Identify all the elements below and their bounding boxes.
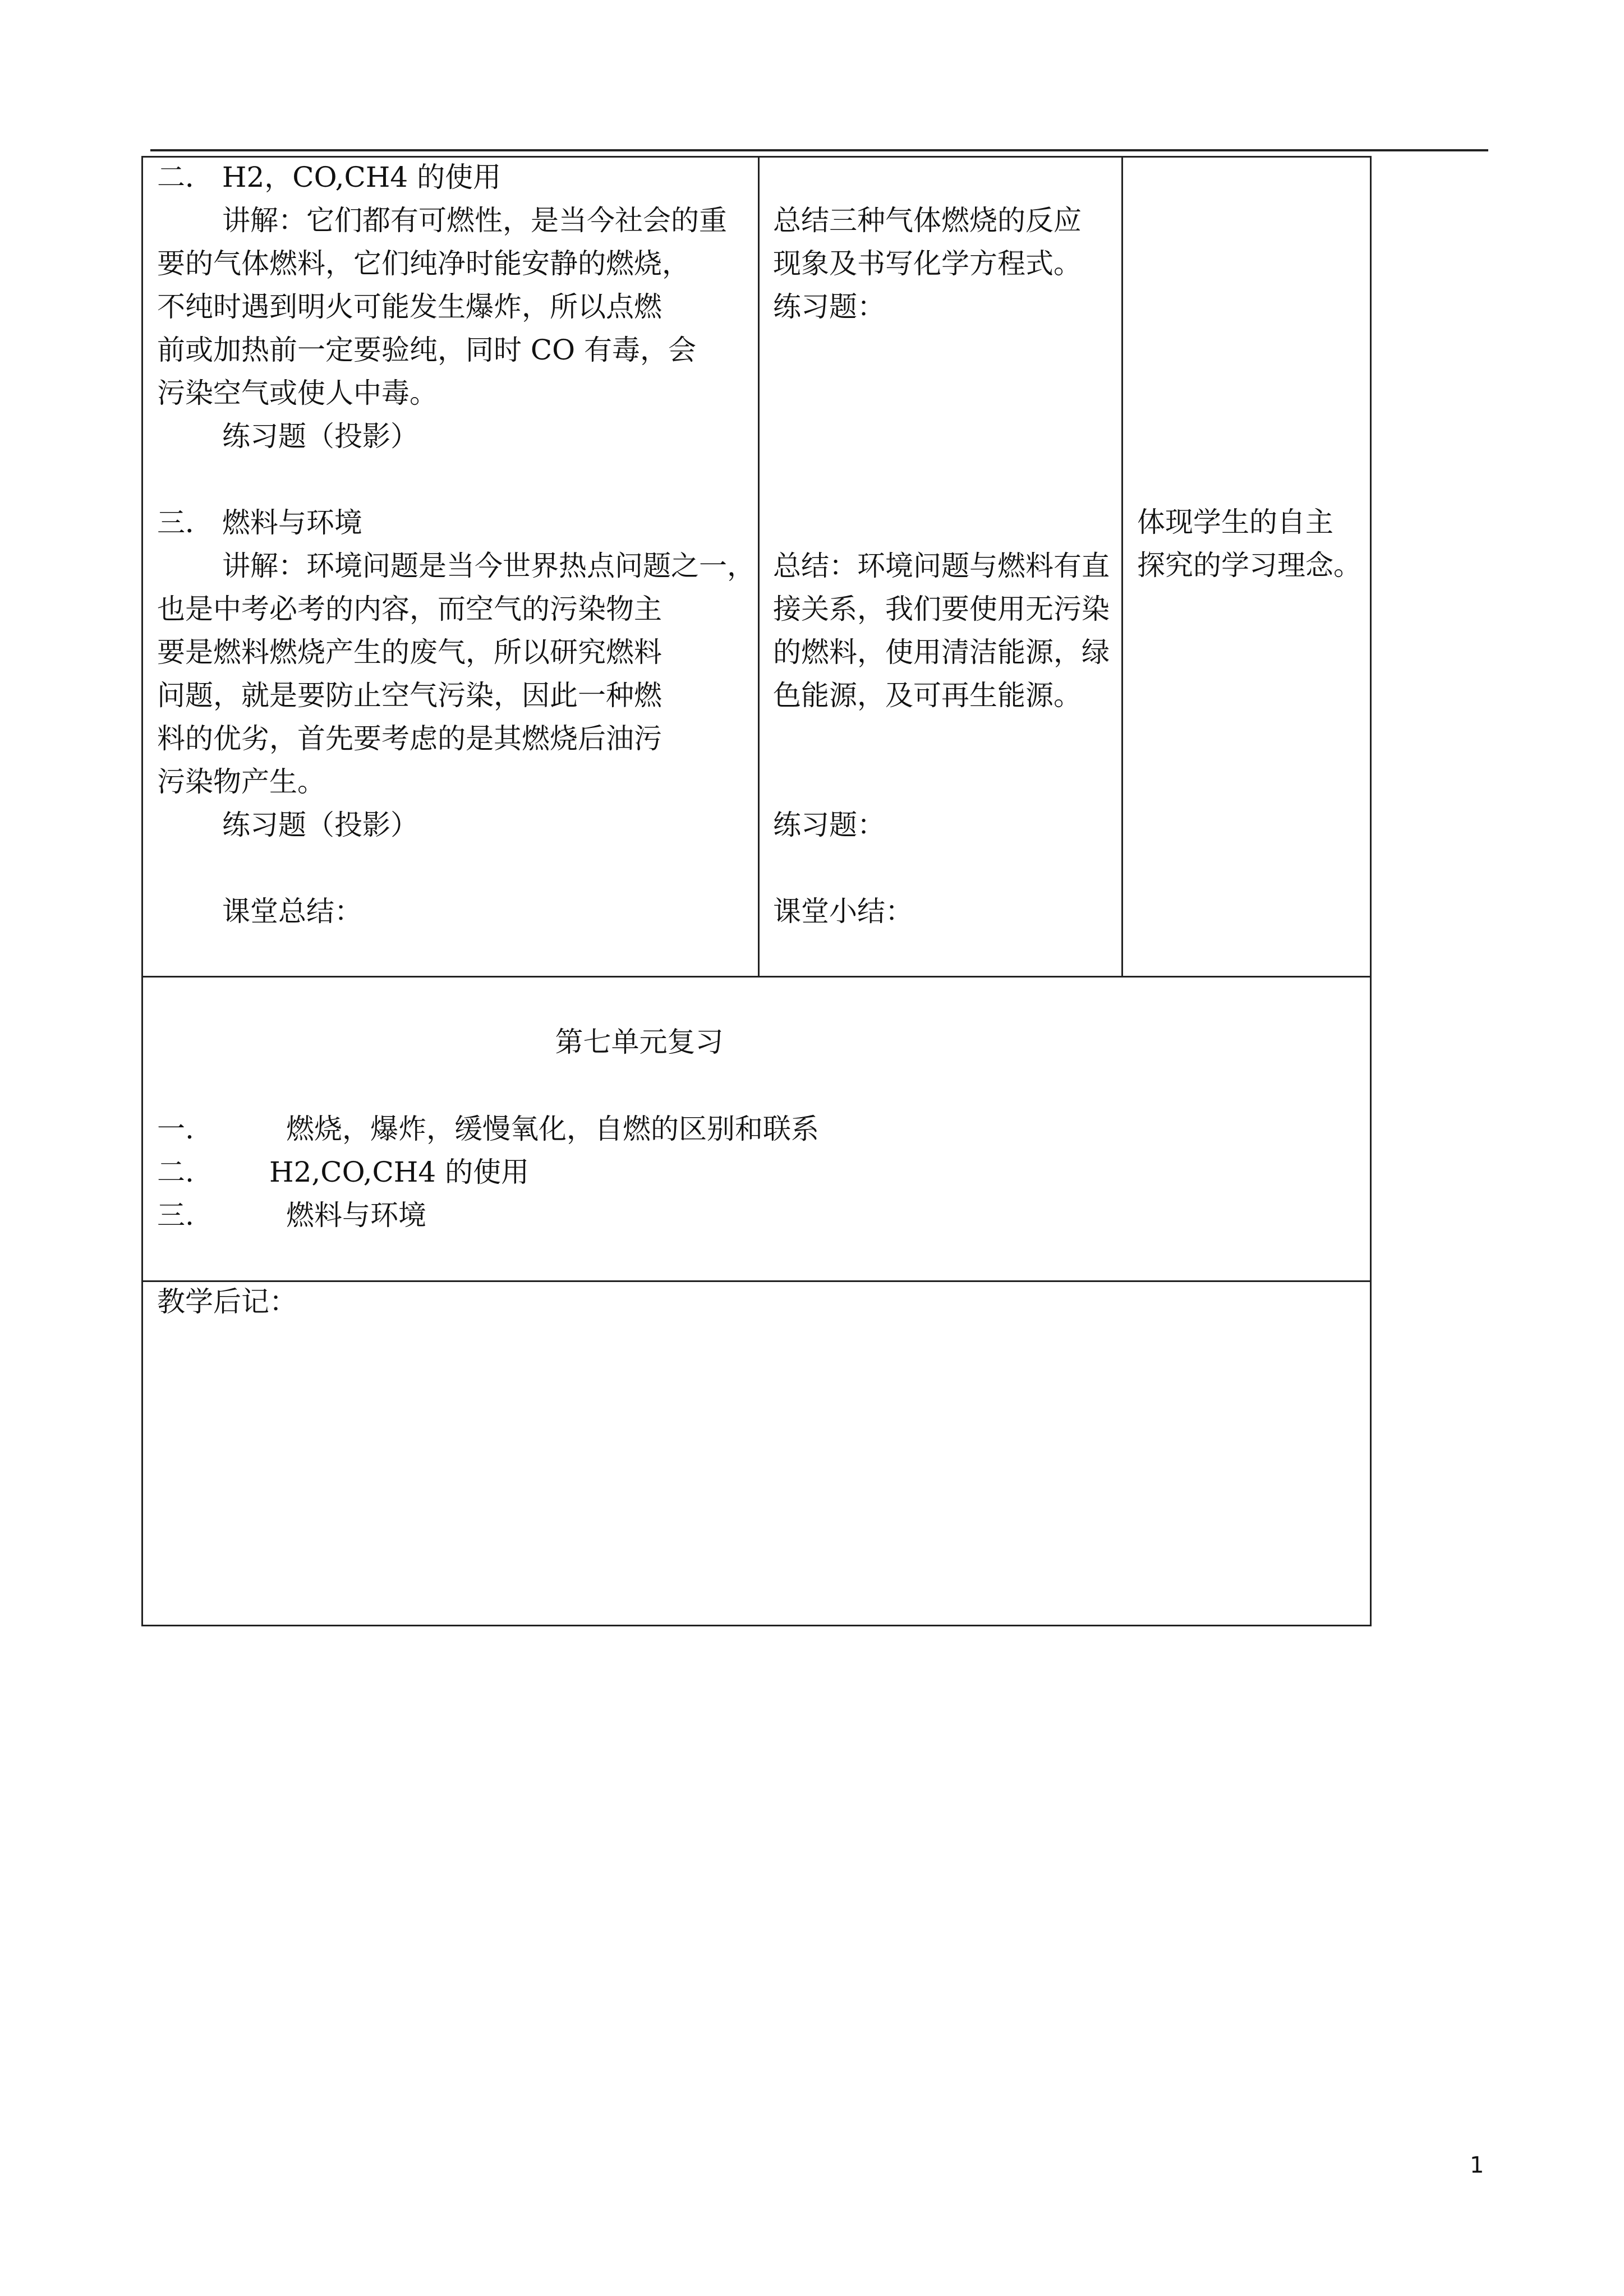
practice-label: 练习题： xyxy=(773,809,885,841)
design-intent-cell xyxy=(1137,501,1361,587)
student-activity-cell-2 xyxy=(773,545,1110,933)
body-line: 讲解：它们都有可燃性，是当今社会的重 xyxy=(222,204,727,237)
body-line: 练习题： xyxy=(773,291,885,323)
list-number: 三. xyxy=(157,1199,194,1232)
list-item xyxy=(157,1108,819,1151)
body-line: 要是燃料燃烧产生的废气，所以研究燃料 xyxy=(157,636,662,668)
body-line: 也是中考必考的内容，而空气的污染物主 xyxy=(157,593,662,625)
table-border-right xyxy=(1370,156,1372,1626)
section-heading: 二． H2，CO,CH4 的使用 xyxy=(157,161,502,193)
body-line: 的燃料，使用清洁能源，绿 xyxy=(773,636,1110,668)
body-line: 接关系，我们要使用无污染 xyxy=(773,593,1110,625)
body-line: 料的优劣，首先要考虑的是其燃烧后油污 xyxy=(157,722,662,755)
table-border-bottom xyxy=(141,1625,1372,1626)
review-list xyxy=(157,1108,819,1237)
list-number: 二. xyxy=(157,1156,194,1188)
body-line: 讲解：环境问题是当今世界热点问题之一， xyxy=(222,550,755,582)
list-number: 一. xyxy=(157,1113,194,1145)
summary-label: 课堂总结： xyxy=(222,895,362,928)
list-text: 燃料与环境 xyxy=(286,1199,426,1232)
body-line: 总结：环境问题与燃料有直 xyxy=(773,550,1110,582)
body-line: 体现学生的自主 xyxy=(1137,506,1333,538)
row-divider-review xyxy=(141,976,1372,978)
body-line: 探究的学习理念。 xyxy=(1137,549,1361,582)
teacher-activity-cell xyxy=(157,156,755,933)
list-item xyxy=(157,1194,819,1237)
teaching-notes-label: 教学后记： xyxy=(157,1285,297,1318)
list-item xyxy=(157,1151,819,1194)
body-line: 污染物产生。 xyxy=(157,766,325,798)
row-divider-notes xyxy=(141,1280,1372,1282)
section-heading: 三． 燃料与环境 xyxy=(157,506,362,539)
review-title: 第七单元复习 xyxy=(555,1026,724,1058)
list-text: H2,CO,CH4 的使用 xyxy=(269,1156,530,1188)
body-line: 总结三种气体燃烧的反应 xyxy=(773,204,1082,237)
body-line: 练习题（投影） xyxy=(222,420,418,453)
summary-label: 课堂小结： xyxy=(773,895,913,928)
body-line: 现象及书写化学方程式。 xyxy=(773,247,1082,280)
table-border-left xyxy=(141,156,143,1626)
body-line: 不纯时遇到明火可能发生爆炸，所以点燃 xyxy=(157,291,662,323)
page-number: 1 xyxy=(1470,2152,1484,2178)
header-rule xyxy=(150,149,1488,151)
body-line: 要的气体燃料，它们纯净时能安静的燃烧， xyxy=(157,247,690,280)
body-line: 污染空气或使人中毒。 xyxy=(157,377,438,409)
body-line: 前或加热前一定要验纯，同时 CO 有毒，会 xyxy=(157,334,697,366)
body-line: 问题，就是要防止空气污染，因此一种燃 xyxy=(157,679,662,712)
student-activity-cell xyxy=(773,156,1082,329)
column-divider-1 xyxy=(758,156,760,976)
lesson-table xyxy=(141,156,1372,1626)
body-line: 练习题（投影） xyxy=(222,809,418,841)
body-line: 色能源，及可再生能源。 xyxy=(773,679,1082,712)
list-text: 燃烧，爆炸，缓慢氧化，自燃的区别和联系 xyxy=(286,1113,819,1145)
column-divider-2 xyxy=(1121,156,1123,976)
